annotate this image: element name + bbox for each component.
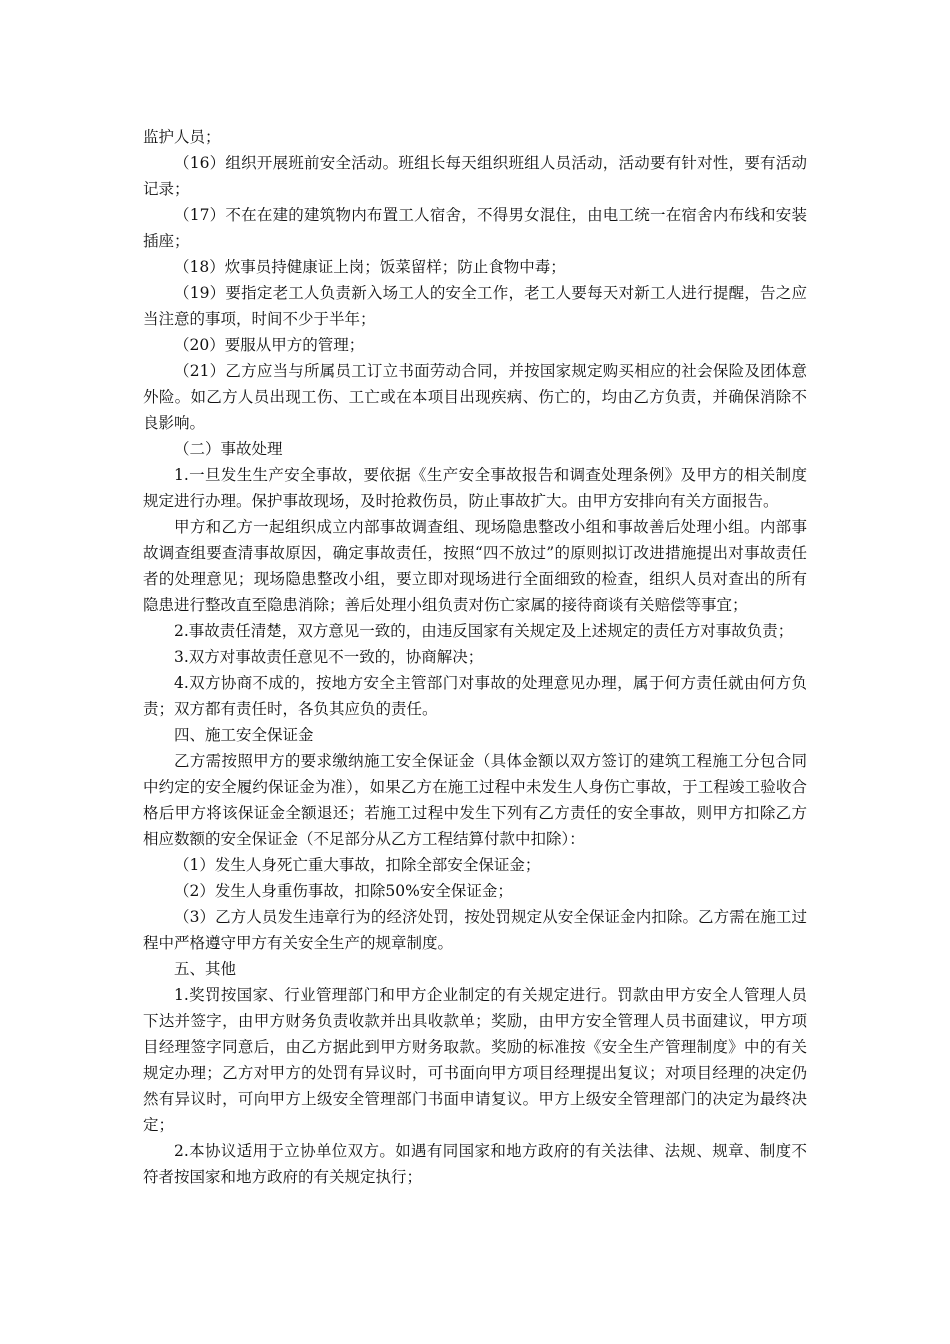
paragraph-accident-teams: 甲方和乙方一起组织成立内部事故调查组、现场隐患整改小组和事故善后处理小组。内部事故调查组要查清事故原因，确定事故责任，按照“四不放过”的原则拟订改进措施提出对事故责任者的处理意见；现场隐患整改小组，要立即对现场进行全面细致的检查，组织人员对查出的所有隐患进行整改直至隐患消除；善后处理小组负责对伤亡家属的接待商谈有关赔偿等事宜； bbox=[143, 518, 807, 614]
paragraph-continuation: 监护人员； bbox=[143, 128, 221, 146]
document-page bbox=[143, 124, 807, 1190]
paragraph-other-2: 2.本协议适用于立协单位双方。如遇有同国家和地方政府的有关法律、法规、规章、制度不符者按国家和地方政府的有关规定执行； bbox=[143, 1142, 807, 1186]
paragraph-deposit-terms: 乙方需按照甲方的要求缴纳施工安全保证金（具体金额以双方签订的建筑工程施工分包合同中约定的安全履约保证金为准），如果乙方在施工过程中未发生人身伤亡事故，于工程竣工验收合格后甲方将该保证金全额退还；若施工过程中发生下列有乙方责任的安全事故，则甲方扣除乙方相应数额的安全保证金（不足部分从乙方工程结算付款中扣除）： bbox=[143, 752, 807, 848]
paragraph-item-17: （17）不在在建的建筑物内布置工人宿舍，不得男女混住，由电工统一在宿舍内布线和安装插座； bbox=[143, 206, 807, 250]
paragraph-item-16: （16）组织开展班前安全活动。班组长每天组织班组人员活动，活动要有针对性，要有活动记录； bbox=[143, 154, 807, 198]
section-heading-accident-handling: （二）事故处理 bbox=[174, 440, 283, 458]
paragraph-item-19: （19）要指定老工人负责新入场工人的安全工作，老工人要每天对新工人进行提醒，告之应当注意的事项，时间不少于半年； bbox=[143, 284, 807, 328]
paragraph-accident-3: 3.双方对事故责任意见不一致的，协商解决； bbox=[174, 648, 484, 666]
paragraph-deposit-item-3: （3）乙方人员发生违章行为的经济处罚，按处罚规定从安全保证金内扣除。乙方需在施工过程中严格遵守甲方有关安全生产的规章制度。 bbox=[143, 908, 807, 952]
paragraph-other-1: 1.奖罚按国家、行业管理部门和甲方企业制定的有关规定进行。罚款由甲方安全人管理人员下达并签字，由甲方财务负责收款并出具收款单；奖励，由甲方安全管理人员书面建议，甲方项目经理签字同意后，由乙方据此到甲方财务取款。奖励的标准按《安全生产管理制度》中的有关规定办理；乙方对甲方的处罚有异议时，可书面向甲方项目经理提出复议；对项目经理的决定仍然有异议时，可向甲方上级安全管理部门书面申请复议。甲方上级安全管理部门的决定为最终决定； bbox=[143, 986, 807, 1134]
section-heading-other: 五、其他 bbox=[174, 960, 237, 978]
paragraph-item-18: （18）炊事员持健康证上岗；饭菜留样；防止食物中毒； bbox=[174, 258, 566, 276]
paragraph-item-20: （20）要服从甲方的管理； bbox=[174, 336, 365, 354]
paragraph-accident-4: 4.双方协商不成的，按地方安全主管部门对事故的处理意见办理，属于何方责任就由何方负责；双方都有责任时，各负其应负的责任。 bbox=[143, 674, 807, 718]
paragraph-deposit-item-2: （2）发生人身重伤事故，扣除50%安全保证金； bbox=[174, 882, 513, 900]
paragraph-deposit-item-1: （1）发生人身死亡重大事故，扣除全部安全保证金； bbox=[174, 856, 541, 874]
section-heading-safety-deposit: 四、施工安全保证金 bbox=[174, 726, 314, 744]
paragraph-accident-1: 1.一旦发生生产安全事故，要依据《生产安全事故报告和调查处理条例》及甲方的相关制度规定进行办理。保护事故现场，及时抢救伤员，防止事故扩大。由甲方安排向有关方面报告。 bbox=[143, 466, 807, 510]
paragraph-item-21: （21）乙方应当与所属员工订立书面劳动合同，并按国家规定购买相应的社会保险及团体意外险。如乙方人员出现工伤、工亡或在本项目出现疾病、伤亡的，均由乙方负责，并确保消除不良影响。 bbox=[143, 362, 807, 432]
paragraph-accident-2: 2.事故责任清楚，双方意见一致的，由违反国家有关规定及上述规定的责任方对事故负责； bbox=[174, 622, 794, 640]
